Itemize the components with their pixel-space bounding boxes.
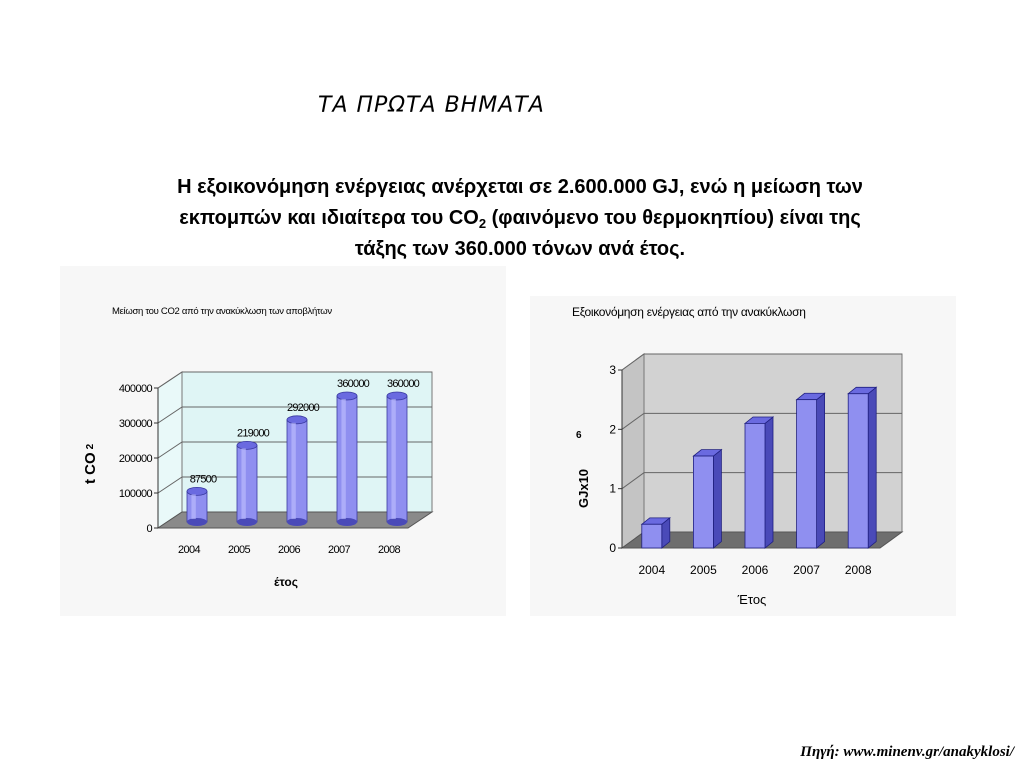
c1-bar [337, 392, 357, 526]
c1-data-label: 360000 [337, 378, 369, 390]
c1-x-tick-label: 2008 [377, 544, 401, 556]
c1-data-label: 87500 [189, 473, 217, 486]
c1-bar [187, 487, 207, 526]
intro-line-2-start: εκπομπών και ιδιαίτερα του CO [179, 207, 479, 229]
c2-bar-front [848, 394, 868, 548]
c2-bar-front [797, 400, 817, 548]
c1-y-tick-label: 100000 [118, 488, 152, 500]
chart1-title: Μείωση του CO2 από την ανακύκλωση των αποβλήτων [112, 306, 332, 317]
c1-bar-highlight [291, 423, 295, 519]
c1-bar-base [337, 518, 357, 526]
c2-bar-side [765, 417, 773, 548]
c1-bar-base [237, 518, 257, 526]
intro-line-2-end: (φαινόμενο του θερμοκηπίου) είναι της [486, 207, 861, 229]
c2-bar-front [642, 524, 662, 548]
c1-y-tick-label: 300000 [118, 418, 152, 430]
c1-bar-highlight [341, 399, 345, 519]
c2-bar-side [713, 450, 721, 548]
c1-bar-top [337, 392, 357, 400]
c2-bar [848, 387, 876, 548]
c1-bar-highlight [241, 448, 245, 519]
c2-bar-side [817, 393, 825, 548]
c2-bar-side [868, 387, 876, 548]
c1-y-tick-label: 200000 [118, 453, 152, 465]
c1-bar-base [187, 518, 207, 526]
c1-x-tick-label: 2005 [227, 544, 251, 556]
energy-saving-chart [530, 296, 956, 616]
c1-x-tick-label: 2006 [277, 544, 301, 556]
c1-bar-top [287, 416, 307, 424]
c1-bar-top [387, 392, 407, 400]
c2-y-tick-label: 1 [609, 481, 616, 496]
c2-y-tick-label: 2 [609, 422, 616, 437]
c1-bar-body [337, 396, 357, 522]
c2-bar [693, 450, 721, 548]
c1-bar [287, 416, 307, 526]
c1-bar-body [287, 420, 307, 522]
c1-data-label: 360000 [387, 378, 419, 390]
intro-line-1: Η εξοικονόμηση ενέργειας ανέρχεται σε 2.600.000 GJ, ενώ η μείωση των [177, 176, 863, 198]
c1-bar-body [237, 445, 257, 522]
c1-bar-body [387, 396, 407, 522]
chart1-x-axis-label: έτος [273, 575, 299, 589]
c1-bar-highlight [391, 399, 395, 519]
c1-data-label: 219000 [237, 427, 269, 440]
intro-paragraph [60, 172, 980, 265]
intro-line-2 [60, 203, 980, 234]
chart2-y-axis-label: GJx10 [576, 468, 591, 508]
chart1-ylabel-sub: 2 [85, 443, 96, 450]
c1-x-tick-label: 2007 [327, 544, 351, 556]
c2-bar [745, 417, 773, 548]
c2-x-tick-label: 2006 [741, 563, 769, 577]
c1-x-tick-label: 2004 [177, 544, 201, 556]
chart2-x-axis-label: Έτος [737, 592, 767, 607]
c1-bar-top [187, 487, 207, 495]
c2-x-tick-label: 2005 [690, 563, 717, 577]
chart2-title: Εξοικονόμηση ενέργειας από την ανακύκλωση [572, 305, 806, 319]
c2-side-wall [622, 354, 644, 548]
c1-y-tick-label: 0 [146, 523, 152, 535]
c1-bar [237, 441, 257, 526]
intro-co2-subscript: 2 [478, 216, 487, 231]
c2-bar [797, 393, 825, 548]
c2-y-tick-label: 3 [609, 363, 616, 377]
chart2-ylabel-sup: 6 [576, 430, 582, 441]
c2-x-tick-label: 2008 [844, 563, 872, 577]
c1-bar-highlight [191, 494, 195, 519]
chart1-ylabel-main: t CO [82, 452, 99, 484]
co2-reduction-chart [60, 266, 506, 616]
c1-y-tick-label: 400000 [118, 383, 152, 395]
c2-x-tick-label: 2007 [793, 563, 820, 577]
c1-data-label: 292000 [287, 401, 319, 414]
c2-x-tick-label: 2004 [638, 563, 666, 577]
chart1-y-axis-label [82, 443, 99, 484]
co2-reduction-chart-panel [60, 266, 506, 616]
c2-bar-front [745, 423, 765, 548]
c2-bar-front [693, 456, 713, 548]
c1-bar-base [387, 518, 407, 526]
c1-bar [387, 392, 407, 526]
c1-bar-base [287, 518, 307, 526]
slide-title: ΤΑ ΠΡΩΤΑ ΒΗΜΑΤΑ [318, 93, 545, 118]
c1-bar-body [187, 491, 207, 522]
energy-saving-chart-panel [530, 296, 956, 616]
c1-bar-top [237, 441, 257, 449]
source-note: Πηγή: www.minenv.gr/anakyklosi/ [800, 744, 1014, 760]
c2-y-tick-label: 0 [609, 541, 616, 555]
c2-bar [642, 518, 670, 548]
intro-line-3: τάξης των 360.000 τόνων ανά έτος. [354, 238, 686, 260]
